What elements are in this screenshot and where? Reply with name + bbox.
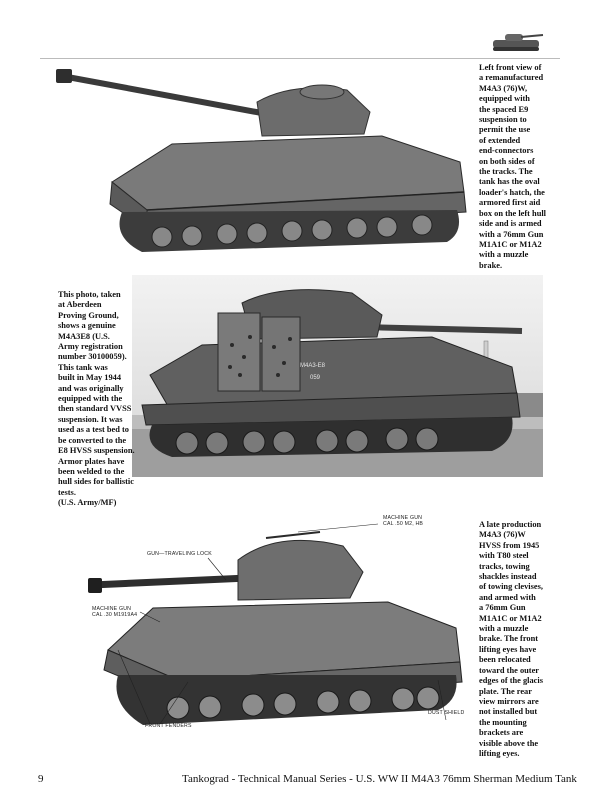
label-machine-gun-bow: MACHINE GUN CAL .30 M1919A4	[92, 606, 138, 618]
label-machine-gun-top: MACHINE GUN CAL .50 M2, HB	[383, 515, 424, 527]
header-thumbnail	[485, 28, 545, 54]
caption-top: Left front view of a remanufactured M4A3 (76)W, equipped with the spaced E9 suspension to permit the use of extended end-connectors on both sides of the tracks. The tank has the oval loader's hatch, the armored first aid box on the left hull side and is armed with a 76mm Gun M1A1C or M1A2 with a muzzle brake.	[479, 63, 547, 270]
page-number: 9	[38, 773, 44, 785]
label-gun-traveling-lock: GUN—TRAVELING LOCK	[147, 551, 212, 557]
label-dust-shield: DUST SHIELD	[428, 710, 465, 716]
photo-tank-late-production	[88, 510, 466, 740]
photo-tank-left-front	[52, 62, 472, 262]
hull-marking-number: 059	[310, 375, 321, 381]
label-front-fenders: FRONT FENDERS	[145, 723, 192, 729]
header-rule	[40, 58, 560, 59]
photo-tank-test-bed	[132, 275, 543, 477]
footer-series-title: Tankograd - Technical Manual Series - U.S. WW II M4A3 76mm Sherman Medium Tank	[182, 773, 577, 785]
caption-middle: This photo, taken at Aberdeen Proving Ground, shows a genuine M4A3E8 (U.S. Army registration number 30100059). This tank was built in May 1944 and was originally equipped with the then standard VVSS suspension. It was used as a test bed to be converted to the E8 HVSS suspension. Armor plates have been welded to the hull sides for ballistic tests. (U.S. Army/MF)	[58, 290, 135, 508]
caption-bottom: A late production M4A3 (76)W HVSS from 1945 with T80 steel tracks, towing shackles instead of towing clevises, and armed with a 76mm Gun M1A1C or M1A2 with a muzzle brake. The front lifting eyes have been relocated toward the outer edges of the glacis plate. The rear view mirrors are not installed but the mounting brackets are visible above the lifting eyes.	[479, 520, 543, 758]
hull-marking-id: M4A3-E8	[300, 363, 326, 369]
